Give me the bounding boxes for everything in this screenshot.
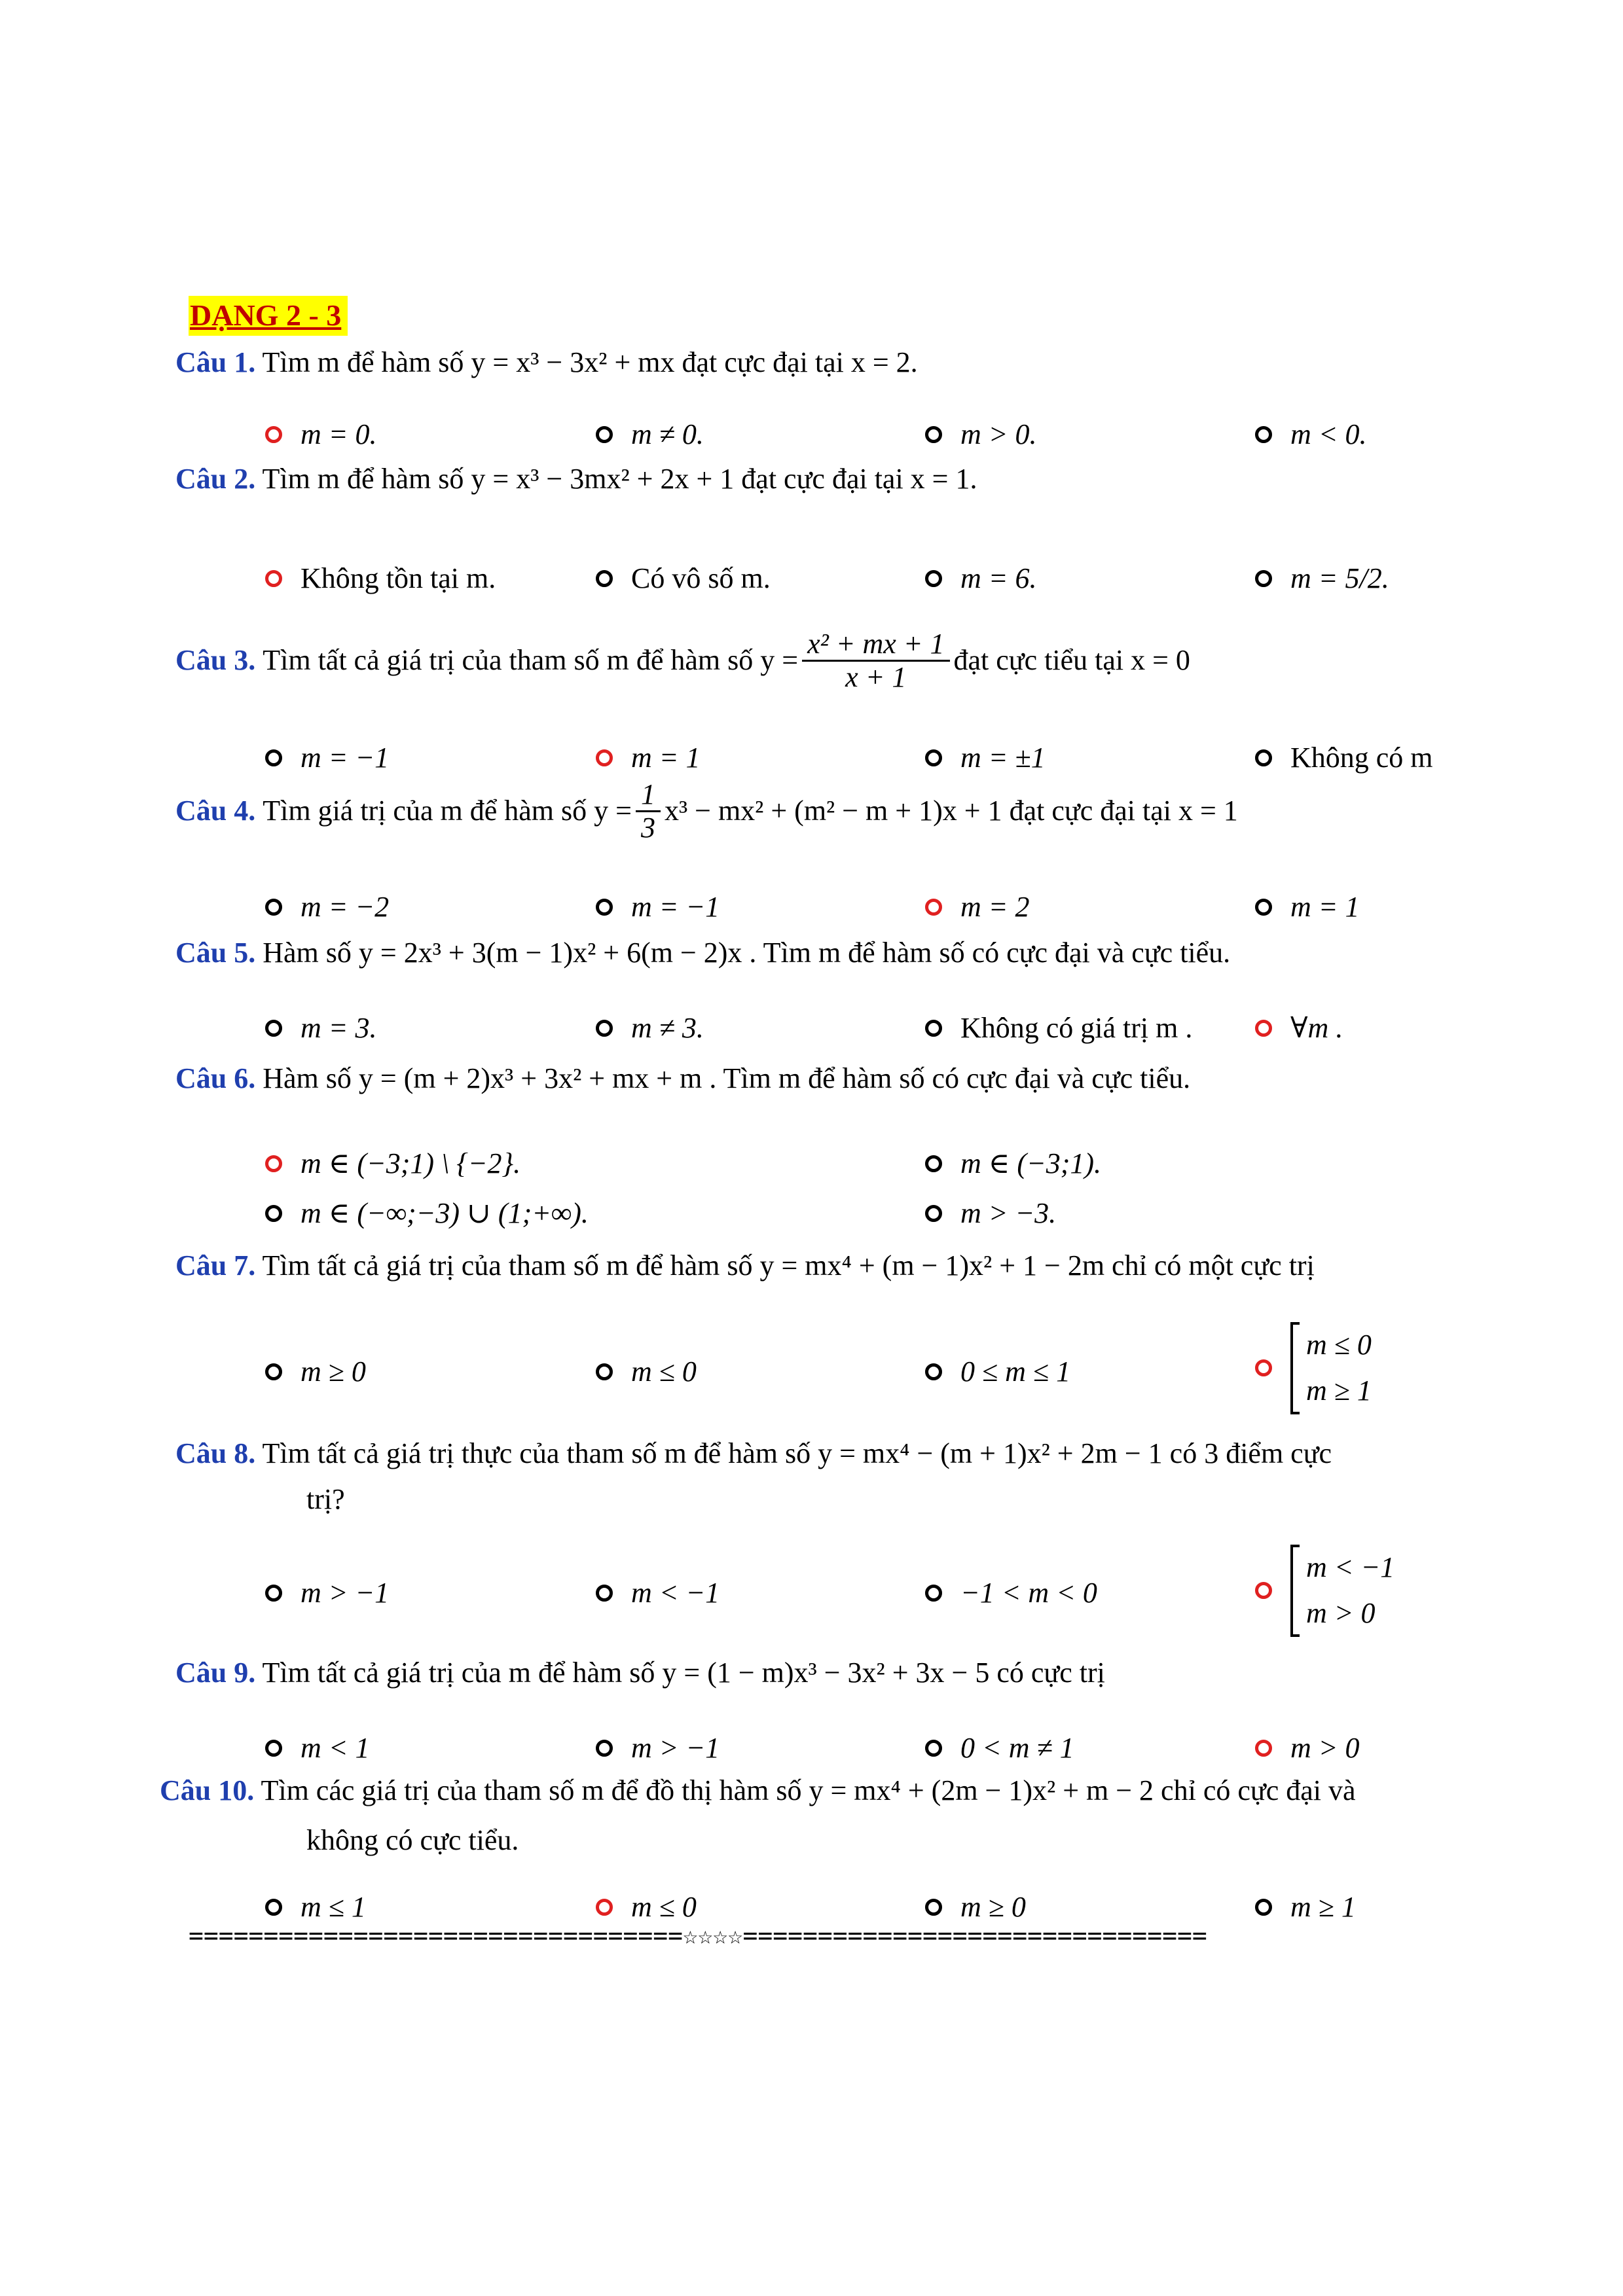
radio-circle-icon[interactable] — [265, 749, 282, 766]
option-label: m = −1 — [301, 742, 390, 774]
option-a[interactable] — [265, 418, 376, 452]
question-label: Câu 9. — [175, 1657, 256, 1689]
option-label: m > −3. — [960, 1197, 1057, 1229]
radio-circle-icon[interactable] — [1255, 1899, 1272, 1916]
question-5 — [175, 936, 1230, 971]
option-c[interactable] — [925, 562, 1036, 596]
question-8 — [175, 1437, 1332, 1471]
option-label: m > −1 — [631, 1732, 720, 1764]
question-10 — [160, 1774, 1356, 1808]
option-a[interactable] — [265, 1011, 376, 1046]
option-a[interactable] — [265, 1731, 369, 1766]
radio-circle-icon[interactable] — [265, 1155, 282, 1172]
question-text: Tìm giá trị của m để hàm số y = — [263, 795, 632, 827]
option-label: Không tồn tại m. — [301, 562, 496, 594]
option-label: m = 1 — [631, 742, 701, 774]
option-d[interactable] — [1255, 1890, 1356, 1925]
question-label: Câu 6. — [175, 1062, 256, 1094]
option-label: m = −2 — [301, 891, 390, 923]
option-b[interactable] — [596, 1731, 720, 1766]
question-label: Câu 8. — [175, 1437, 256, 1469]
radio-circle-icon[interactable] — [1255, 1740, 1272, 1757]
option-d[interactable] — [1255, 562, 1389, 596]
radio-circle-icon[interactable] — [925, 899, 942, 916]
option-label: m = 0. — [301, 418, 377, 450]
radio-circle-icon[interactable] — [925, 570, 942, 587]
fraction — [636, 779, 661, 844]
option-c[interactable] — [925, 741, 1046, 776]
question-text: Tìm các giá trị của tham số m để đồ thị hàm số y = mx⁴ + (2m − 1)x² + m − 2 chỉ có cực đại và — [261, 1774, 1356, 1806]
option-d[interactable] — [1255, 1011, 1343, 1046]
option-c[interactable] — [925, 890, 1029, 925]
option-label: −1 < m < 0 — [960, 1577, 1097, 1609]
option-label: m ≥ 0 — [301, 1355, 366, 1388]
option-c[interactable] — [265, 1196, 589, 1231]
option-label: m ≥ 1 — [1290, 1891, 1356, 1923]
option-label: m ≤ 0 — [631, 1355, 697, 1388]
bracket-line: m ≤ 0 — [1306, 1329, 1372, 1361]
radio-circle-icon[interactable] — [925, 1363, 942, 1380]
question-text: Hàm số y = 2x³ + 3(m − 1)x² + 6(m − 2)x . Tìm m để hàm số có cực đại và cực tiểu. — [263, 937, 1231, 969]
radio-circle-icon[interactable] — [925, 1155, 942, 1172]
option-label: 0 < m ≠ 1 — [960, 1732, 1074, 1764]
option-label: m = 6. — [960, 562, 1037, 594]
radio-circle-icon[interactable] — [265, 1363, 282, 1380]
question-6 — [175, 1062, 1190, 1096]
option-d[interactable] — [1255, 1731, 1359, 1766]
radio-circle-icon[interactable] — [596, 1740, 613, 1757]
option-label: m = 2 — [960, 891, 1030, 923]
radio-circle-icon[interactable] — [1255, 426, 1272, 443]
question-text: Tìm tất cả giá trị của tham số m để hàm số y = — [263, 644, 799, 677]
option-label: m ∈ (−3;1) \ {−2}. — [301, 1147, 521, 1179]
bracket-line: m < −1 — [1306, 1551, 1395, 1583]
option-label: m ≤ 0 — [631, 1891, 697, 1923]
option-c[interactable] — [925, 1890, 1026, 1925]
option-a[interactable] — [265, 562, 496, 596]
option-b[interactable] — [596, 1890, 697, 1925]
option-c[interactable] — [925, 1011, 1192, 1046]
question-7 — [175, 1249, 1315, 1283]
radio-circle-icon[interactable] — [596, 899, 613, 916]
section-divider: =================================☆☆☆☆=============================== — [189, 1921, 1207, 1950]
option-b[interactable] — [596, 890, 720, 925]
question-9 — [175, 1656, 1105, 1691]
option-d[interactable] — [1255, 1545, 1395, 1637]
bracket-line: m > 0 — [1306, 1597, 1376, 1630]
radio-circle-icon[interactable] — [1255, 1359, 1272, 1376]
option-c[interactable] — [925, 1731, 1074, 1766]
radio-circle-icon[interactable] — [925, 1740, 942, 1757]
option-label: m ≠ 0. — [631, 418, 704, 450]
option-c[interactable] — [925, 1576, 1097, 1611]
option-a[interactable] — [265, 1890, 366, 1925]
option-label: 0 ≤ m ≤ 1 — [960, 1355, 1071, 1388]
bracket-line: m ≥ 1 — [1306, 1374, 1372, 1407]
radio-circle-icon[interactable] — [596, 1585, 613, 1602]
option-c[interactable] — [925, 418, 1036, 452]
question-text: Tìm m để hàm số y = x³ − 3x² + mx đạt cực đại tại x = 2. — [262, 346, 918, 378]
option-b[interactable] — [596, 1355, 697, 1390]
option-label: m ≠ 3. — [631, 1012, 704, 1044]
radio-circle-icon[interactable] — [925, 426, 942, 443]
option-label: Không có m — [1290, 742, 1433, 774]
question-text: Tìm tất cả giá trị của m để hàm số y = (1 − m)x³ − 3x² + 3x − 5 có cực trị — [262, 1657, 1105, 1689]
option-d[interactable] — [1255, 741, 1433, 776]
bracket-condition — [1290, 1322, 1372, 1414]
radio-circle-icon[interactable] — [265, 1740, 282, 1757]
bracket-condition — [1290, 1545, 1395, 1637]
option-b[interactable] — [596, 1011, 704, 1046]
radio-circle-icon[interactable] — [596, 426, 613, 443]
question-label: Câu 2. — [175, 463, 256, 495]
radio-circle-icon[interactable] — [265, 1020, 282, 1037]
option-d[interactable] — [1255, 418, 1366, 452]
question-text: Tìm tất cả giá trị của tham số m để hàm số y = mx⁴ + (m − 1)x² + 1 − 2m chỉ có một cực trị — [262, 1249, 1315, 1282]
option-label: m > 0 — [1290, 1732, 1360, 1764]
option-b[interactable] — [596, 418, 704, 452]
radio-circle-icon[interactable] — [925, 1020, 942, 1037]
option-b[interactable] — [596, 562, 771, 596]
fraction-denominator: 3 — [640, 812, 655, 844]
radio-circle-icon[interactable] — [1255, 1582, 1272, 1599]
radio-circle-icon[interactable] — [265, 570, 282, 587]
option-c[interactable] — [925, 1355, 1070, 1390]
option-b[interactable] — [925, 1147, 1101, 1181]
option-label: m ∈ (−3;1). — [960, 1147, 1101, 1179]
option-label: m = −1 — [631, 891, 720, 923]
radio-circle-icon[interactable] — [265, 1585, 282, 1602]
option-label: m < 0. — [1290, 418, 1367, 450]
option-b[interactable] — [596, 1576, 720, 1611]
option-a[interactable] — [265, 890, 389, 925]
question-label: Câu 1. — [175, 346, 256, 378]
option-label: Không có giá trị m . — [960, 1012, 1193, 1044]
option-label: m = 5/2. — [1290, 562, 1389, 594]
question-label: Câu 10. — [160, 1774, 255, 1806]
question-10-continuation: không có cực tiểu. — [306, 1824, 519, 1856]
option-label: m ∈ (−∞;−3) ∪ (1;+∞). — [301, 1197, 589, 1229]
option-a[interactable] — [265, 1147, 520, 1181]
question-text: Hàm số y = (m + 2)x³ + 3x² + mx + m . Tìm m để hàm số có cực đại và cực tiểu. — [263, 1062, 1191, 1094]
question-3 — [175, 628, 1190, 694]
option-a[interactable] — [265, 741, 389, 776]
radio-circle-icon[interactable] — [596, 1363, 613, 1380]
radio-circle-icon[interactable] — [596, 1020, 613, 1037]
option-label: m > 0. — [960, 418, 1037, 450]
option-label: Có vô số m. — [631, 562, 771, 594]
radio-circle-icon[interactable] — [925, 1205, 942, 1222]
radio-circle-icon[interactable] — [596, 749, 613, 766]
option-label: m ≥ 0 — [960, 1891, 1026, 1923]
option-label: m = 3. — [301, 1012, 377, 1044]
section-heading: DẠNG 2 - 3 — [189, 296, 348, 336]
radio-circle-icon[interactable] — [1255, 570, 1272, 587]
option-label: m > −1 — [301, 1577, 390, 1609]
radio-circle-icon[interactable] — [265, 1899, 282, 1916]
radio-circle-icon[interactable] — [925, 1585, 942, 1602]
option-label: m ≤ 1 — [301, 1891, 366, 1923]
question-label: Câu 3. — [175, 644, 256, 677]
radio-circle-icon[interactable] — [265, 1205, 282, 1222]
radio-circle-icon[interactable] — [925, 1899, 942, 1916]
option-label: ∀m . — [1290, 1012, 1343, 1044]
radio-circle-icon[interactable] — [1255, 1020, 1272, 1037]
fraction-numerator: 1 — [636, 779, 661, 812]
question-text-after: đạt cực tiểu tại x = 0 — [953, 644, 1190, 677]
radio-circle-icon[interactable] — [1255, 899, 1272, 916]
radio-circle-icon[interactable] — [596, 570, 613, 587]
option-label: m < 1 — [301, 1732, 370, 1764]
question-4 — [175, 779, 1238, 844]
question-text-after: x³ − mx² + (m² − m + 1)x + 1 đạt cực đại tại x = 1 — [664, 795, 1238, 827]
option-label: m = ±1 — [960, 742, 1046, 774]
radio-circle-icon[interactable] — [1255, 749, 1272, 766]
question-text: Tìm m để hàm số y = x³ − 3mx² + 2x + 1 đạt cực đại tại x = 1. — [262, 463, 977, 495]
question-1 — [175, 346, 918, 380]
radio-circle-icon[interactable] — [265, 899, 282, 916]
radio-circle-icon[interactable] — [596, 1899, 613, 1916]
radio-circle-icon[interactable] — [265, 426, 282, 443]
question-8-continuation: trị? — [306, 1483, 345, 1515]
option-d[interactable] — [1255, 1322, 1372, 1414]
question-text: Tìm tất cả giá trị thực của tham số m để hàm số y = mx⁴ − (m + 1)x² + 2m − 1 có 3 điểm cực — [262, 1437, 1332, 1469]
question-2 — [175, 462, 977, 497]
option-d[interactable] — [1255, 890, 1359, 925]
option-label: m < −1 — [631, 1577, 720, 1609]
option-a[interactable] — [265, 1355, 366, 1390]
fraction-denominator: x + 1 — [845, 661, 907, 694]
option-b[interactable] — [596, 741, 700, 776]
question-label: Câu 5. — [175, 937, 256, 969]
radio-circle-icon[interactable] — [925, 749, 942, 766]
option-a[interactable] — [265, 1576, 389, 1611]
option-label: m = 1 — [1290, 891, 1360, 923]
fraction — [802, 628, 949, 694]
option-d[interactable] — [925, 1196, 1056, 1231]
fraction-numerator: x² + mx + 1 — [802, 628, 949, 662]
question-label: Câu 7. — [175, 1249, 256, 1282]
question-label: Câu 4. — [175, 795, 256, 827]
